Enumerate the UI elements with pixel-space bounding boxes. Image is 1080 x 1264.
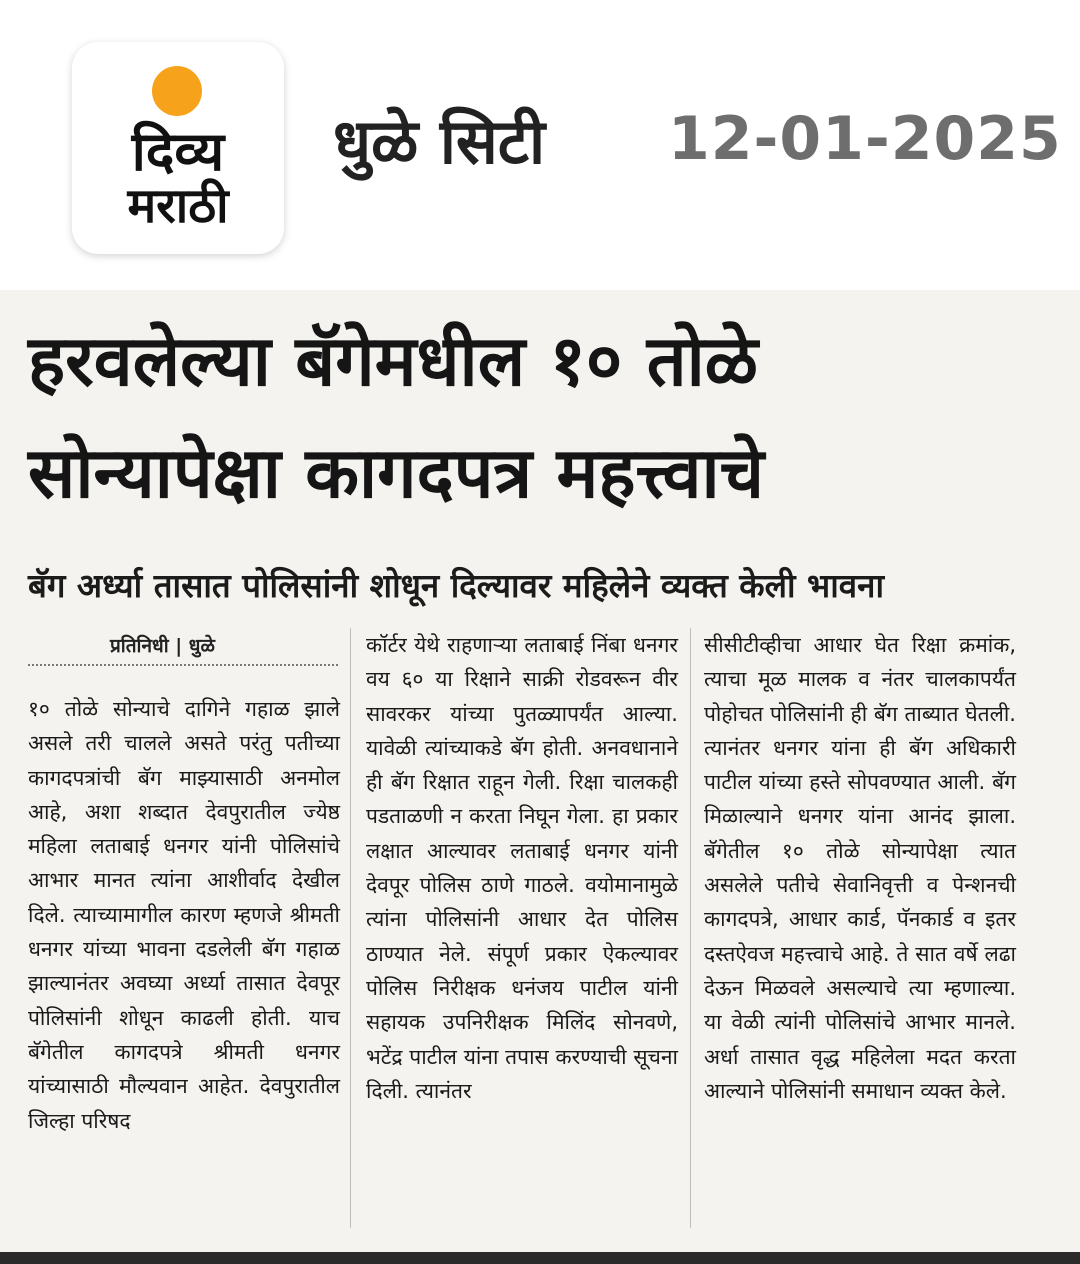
byline: प्रतिनिधी | धुळे xyxy=(110,635,215,657)
logo-text-line1: दिव्य xyxy=(131,119,225,183)
section-title: धुळे सिटी xyxy=(333,105,546,178)
column-text: कॉर्टर येथे राहणाऱ्या लताबाई निंबा धनगर वय ६० या रिक्षाने साक्री रोडवरून वीर सावरकर यांच्या पुतळ्यापर्यंत आल्या. यावेळी त्यांच्याकडे बॅग होती. अनवधानाने ही बॅग रिक्षात राहून गेली. रिक्षा चालकही पडताळणी न करता निघून गेला. हा प्रकार लक्षात आल्यावर लताबाई धनगर यांनी देवपूर पोलिस ठाणे गाठले. वयोमानामुळे त्यांना पोलिसांनी आधार देत पोलिस ठाण्यात नेले. संपूर्ण प्रकार ऐकल्यावर पोलिस निरीक्षक धनंजय पाटील यांनी सहायक उपनिरीक्षक मिलिंद सोनवणे, भटेंद्र पाटील यांना तपास करण्याची सूचना दिली. त्यानंतर xyxy=(366,633,678,1103)
column-divider xyxy=(690,628,691,1228)
column-text: १० तोळे सोन्याचे दागिने गहाळ झाले असले तरी चालले असते परंतु पतीच्या कागदपत्रांची बॅग माझ्यासाठी अनमोल आहे, अशा शब्दात देवपुरातील ज्येष्ठ महिला लताबाई धनगर यांनी पोलिसांचे आभार मानत त्यांना आशीर्वाद देखील दिले. त्याच्यामागील कारण म्हणजे श्रीमती धनगर यांच्या भावना दडलेली बॅग गहाळ झाल्यानंतर अवघ्या अर्ध्या तासात देवपूर पोलिसांनी शोधून काढली होती. याच बॅगेतील कागदपत्रे श्रीमती धनगर यांच्यासाठी मौल्यवान आहेत. देवपुरातील जिल्हा परिषद xyxy=(28,697,340,1133)
headline-line-2: सोन्यापेक्षा कागदपत्र महत्त्वाचे xyxy=(28,432,765,514)
byline-divider xyxy=(28,664,338,666)
column-text: सीसीटीव्हीचा आधार घेत रिक्षा क्रमांक, त्याचा मूळ मालक व नंतर चालकापर्यंत पोहोचत पोलिसांनी ही बॅग ताब्यात घेतली. त्यानंतर धनगर यांना ही बॅग अधिकारी पाटील यांच्या हस्ते सोपवण्यात आली. बॅग मिळाल्याने धनगर यांना आनंद झाला. बॅगेतील १० तोळे सोन्यापेक्षा त्यात असलेले पतीचे सेवानिवृत्ती व पेन्शनची कागदपत्रे, आधार कार्ड, पॅनकार्ड व इतर दस्तऐवज महत्त्वाचे आहे. ते सात वर्षे लढा देऊन मिळवले असल्याचे त्या म्हणाल्या. या वेळी त्यांनी पोलिसांचे आभार मानले. अर्धा तासात वृद्ध महिलेला मदत करता आल्याने पोलिसांनी समाधान व्यक्त केले. xyxy=(704,633,1016,1103)
subheadline: बॅग अर्ध्या तासात पोलिसांनी शोधून दिल्यावर महिलेने व्यक्त केली भावना xyxy=(28,566,884,605)
headline-line-1: हरवलेल्या बॅगेमधील १० तोळे xyxy=(28,320,758,402)
issue-date: 12-01-2025 xyxy=(668,104,1062,174)
newspaper-logo xyxy=(72,42,284,254)
logo-sun-icon xyxy=(152,66,202,116)
article-column-1 xyxy=(28,692,340,1138)
logo-text-line2: मराठी xyxy=(127,178,229,234)
bottom-edge xyxy=(0,1252,1080,1264)
page-header xyxy=(0,0,1080,290)
article-column-3 xyxy=(704,628,1016,1108)
article-column-2 xyxy=(366,628,678,1108)
column-divider xyxy=(350,628,351,1228)
